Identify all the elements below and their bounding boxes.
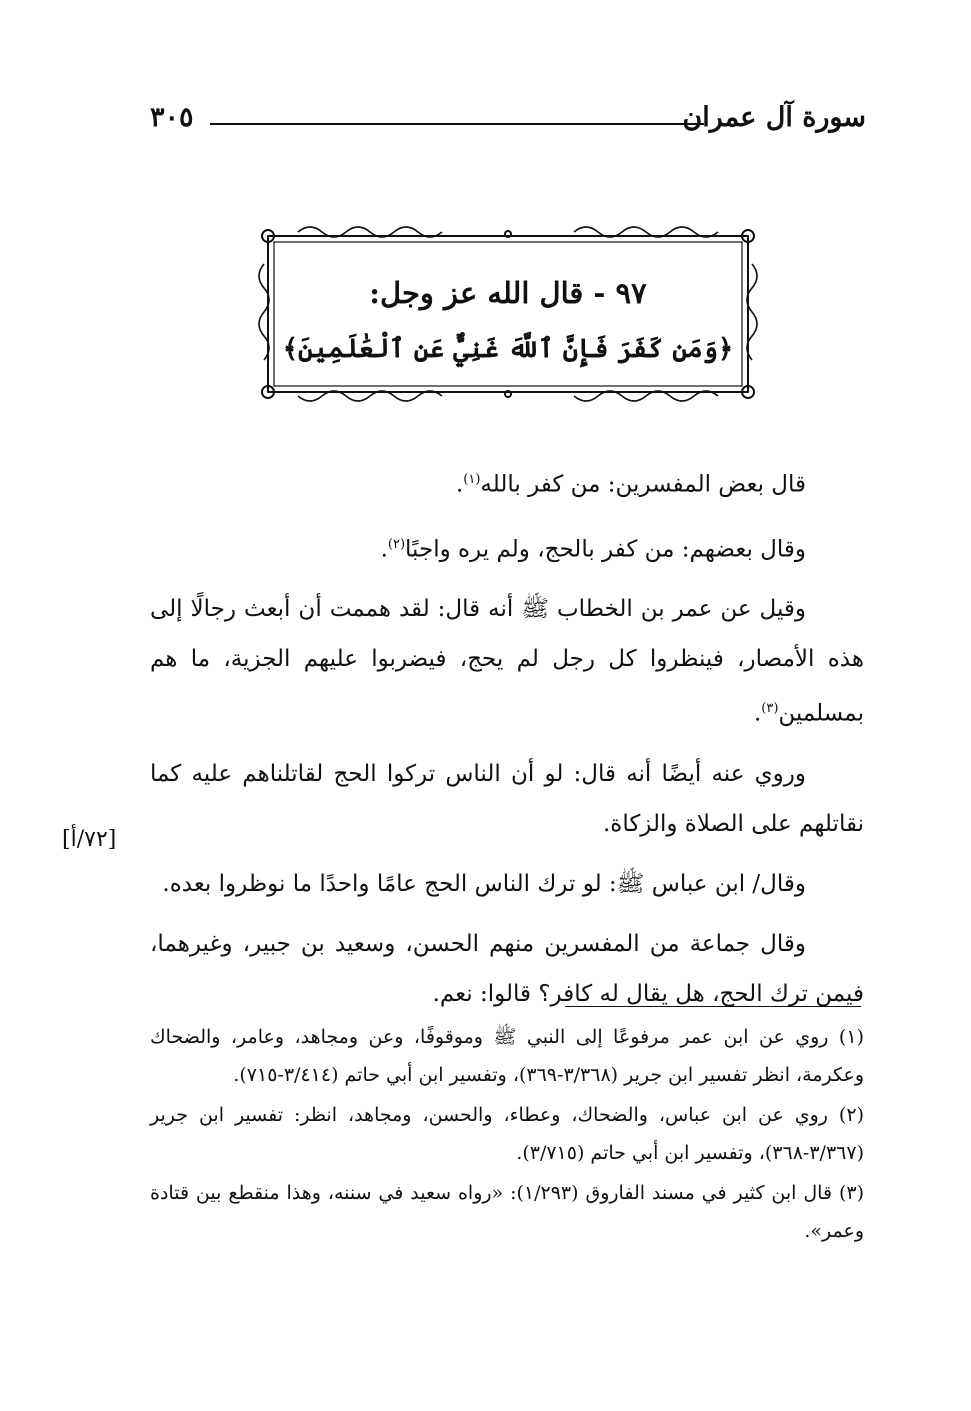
manuscript-folio-marker: [٧٢/أ] bbox=[62, 827, 117, 852]
section-heading: ٩٧ - قال الله عز وجل: bbox=[369, 276, 647, 310]
footnote-ref: (٢) bbox=[387, 536, 406, 552]
page-header bbox=[150, 102, 866, 146]
paragraph: قال بعض المفسرين: من كفر بالله$^{(١)}$. bbox=[455, 471, 806, 498]
header-rule bbox=[210, 123, 704, 125]
running-title: سورة آل عمران bbox=[682, 102, 866, 133]
paragraph: وقال بعضهم: من كفر بالحج، ولم يره واجبًا$^{(٢)}$. bbox=[380, 536, 806, 563]
paragraph: وقيل عن عمر بن الخطاب ﷺ أنه قال: لقد هممت أن أبعث رجالًا إلى هذه الأمصار، فينظروا كل رجل لم يحج، فيضربوا عليهم الجزية، ما هم بمسلمين$^{(٣)}$. bbox=[150, 596, 864, 727]
paragraph: وقال جماعة من المفسرين منهم الحسن، وسعيد بن جبير، وغيرهما، فيمن ترك الحج، هل يقال له كافر؟ قالوا: نعم. bbox=[150, 930, 864, 1007]
footnote-separator bbox=[565, 1006, 861, 1007]
ornamental-frame bbox=[258, 224, 758, 404]
paragraph: وروي عنه أيضًا أنه قال: لو أن الناس تركوا الحج لقاتلناهم عليه كما نقاتلهم على الصلاة والزكاة. bbox=[150, 760, 864, 837]
footnote-ref: (١) bbox=[463, 472, 481, 487]
footnote: (٣) قال ابن كثير في مسند الفاروق (١/٢٩٣): «رواه سعيد في سننه، وهذا منقطع بين قتادة وعمر». bbox=[150, 1182, 864, 1242]
footnote: (٢) روي عن ابن عباس، والضحاك، وعطاء، والحسن، ومجاهد، انظر: تفسير ابن جرير (٣/٣٦٧-٣٦٨)، وتفسير ابن أبي حاتم (٣/٧١٥). bbox=[150, 1104, 864, 1164]
footnotes bbox=[150, 1018, 864, 1252]
ornament-border-icon bbox=[258, 224, 758, 404]
page-number: ٣٠٥ bbox=[150, 102, 194, 133]
footnote: (١) روي عن ابن عمر مرفوعًا إلى النبي ﷺ وموقوفًا، وعن ومجاهد، وعامر، والضحاك وعكرمة، انظر تفسير ابن جرير (٣/٣٦٨-٣٦٩)، وتفسير ابن أبي حاتم (٣/٤١٤-٧١٥). bbox=[150, 1026, 864, 1086]
footnote-ref: (٣) bbox=[761, 701, 779, 717]
commentary-body bbox=[150, 455, 864, 1029]
quran-verse: ﴿وَمَن كَفَرَ فَإِنَّ ٱللَّهَ غَنِيٌّ عَنِ ٱلْعَٰلَمِينَ﴾ bbox=[282, 334, 734, 364]
paragraph: وقال/ ابن عباس ﷺ: لو ترك الناس الحج عامًا واحدًا ما نوظروا بعده. bbox=[162, 870, 806, 897]
